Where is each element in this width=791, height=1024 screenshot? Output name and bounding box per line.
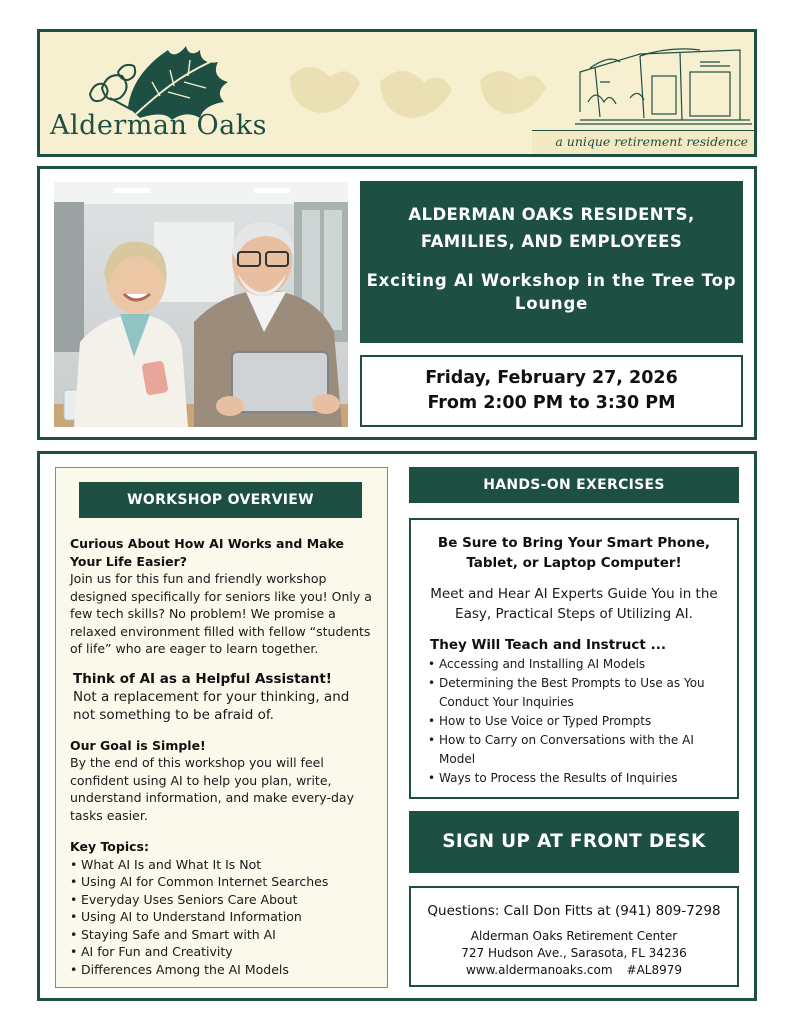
list-item: • Using AI to Understand Information <box>70 908 373 926</box>
oak-leaf-logo-icon <box>90 46 228 120</box>
curious-body: Join us for this fun and friendly workshop designed specifically for seniors like you! Only a few tech skills? No problem! We promise a relaxed environment filled with fellow “students of life” who are eager to learn together. <box>70 571 372 656</box>
overview-heading: WORKSHOP OVERVIEW <box>79 482 362 518</box>
list-item: • Everyday Uses Seniors Care About <box>70 891 373 909</box>
hero-section <box>37 166 757 440</box>
contact-box <box>409 886 739 987</box>
exercises-panel <box>409 518 739 799</box>
contact-web-line <box>411 962 737 979</box>
date-time-box <box>360 355 743 427</box>
list-item: • Ways to Process the Results of Inquiries <box>425 769 723 788</box>
hero-photo <box>54 182 348 427</box>
contact-address: 727 Hudson Ave., Sarasota, FL 34236 <box>461 946 687 960</box>
tagline: a unique retirement residence <box>532 130 754 154</box>
website-link[interactable]: www.aldermanoaks.com <box>465 963 613 977</box>
list-item: • Staying Safe and Smart with AI <box>70 926 373 944</box>
key-topics-list <box>70 856 373 979</box>
workshop-overview-panel <box>55 467 388 988</box>
goal-body: By the end of this workshop you will feel confident using AI to help you plan, write, understand information, and make every-day tasks easier. <box>70 755 354 823</box>
think-heading: Think of AI as a Helpful Assistant! <box>73 670 332 687</box>
hands-on-heading: HANDS-ON EXERCISES <box>409 467 739 503</box>
list-item: • Using AI for Common Internet Searches <box>70 873 373 891</box>
list-item: • Determining the Best Prompts to Use as You Conduct Your Inquiries <box>425 674 723 712</box>
bring-device-note: Be Sure to Bring Your Smart Phone, Tablet, or Laptop Computer! <box>437 535 711 571</box>
event-date: Friday, February 27, 2026 <box>425 368 678 388</box>
couple-illustration <box>54 182 348 427</box>
teach-heading: They Will Teach and Instruct ... <box>430 637 666 653</box>
signup-banner: SIGN UP AT FRONT DESK <box>409 811 739 873</box>
curious-heading: Curious About How AI Works and Make Your Life Easier? <box>70 536 345 569</box>
title-line-1: ALDERMAN OAKS RESIDENTS, <box>408 205 695 224</box>
event-subtitle: Exciting AI Workshop in the Tree Top Lounge <box>366 271 737 313</box>
meet-experts-text: Meet and Hear AI Experts Guide You in the Easy, Practical Steps of Utilizing AI. <box>430 586 718 622</box>
contact-questions: Questions: Call Don Fitts at (941) 809-7298 <box>427 903 721 919</box>
think-body: Not a replacement for your thinking, and not something to be afraid of. <box>73 688 350 723</box>
teach-list <box>425 655 723 788</box>
list-item: • What AI Is and What It Is Not <box>70 856 373 874</box>
title-line-2: FAMILIES, AND EMPLOYEES <box>420 232 683 251</box>
event-time: From 2:00 PM to 3:30 PM <box>427 393 676 413</box>
header-banner <box>37 29 757 157</box>
contact-name: Alderman Oaks Retirement Center <box>470 929 678 943</box>
list-item: • AI for Fun and Creativity <box>70 943 373 961</box>
details-section <box>37 451 757 1001</box>
goal-heading: Our Goal is Simple! <box>70 737 206 753</box>
list-item: • How to Carry on Conversations with the AI Model <box>425 731 723 769</box>
list-item: • Differences Among the AI Models <box>70 961 373 979</box>
list-item: • Accessing and Installing AI Models <box>425 655 723 674</box>
list-item: • How to Use Voice or Typed Prompts <box>425 712 723 731</box>
building-sketch <box>575 49 752 124</box>
topics-heading: Key Topics: <box>70 839 149 854</box>
event-title-box <box>360 181 743 343</box>
reference-code: #AL8979 <box>626 963 683 977</box>
logo-text: Alderman Oaks <box>50 110 267 141</box>
